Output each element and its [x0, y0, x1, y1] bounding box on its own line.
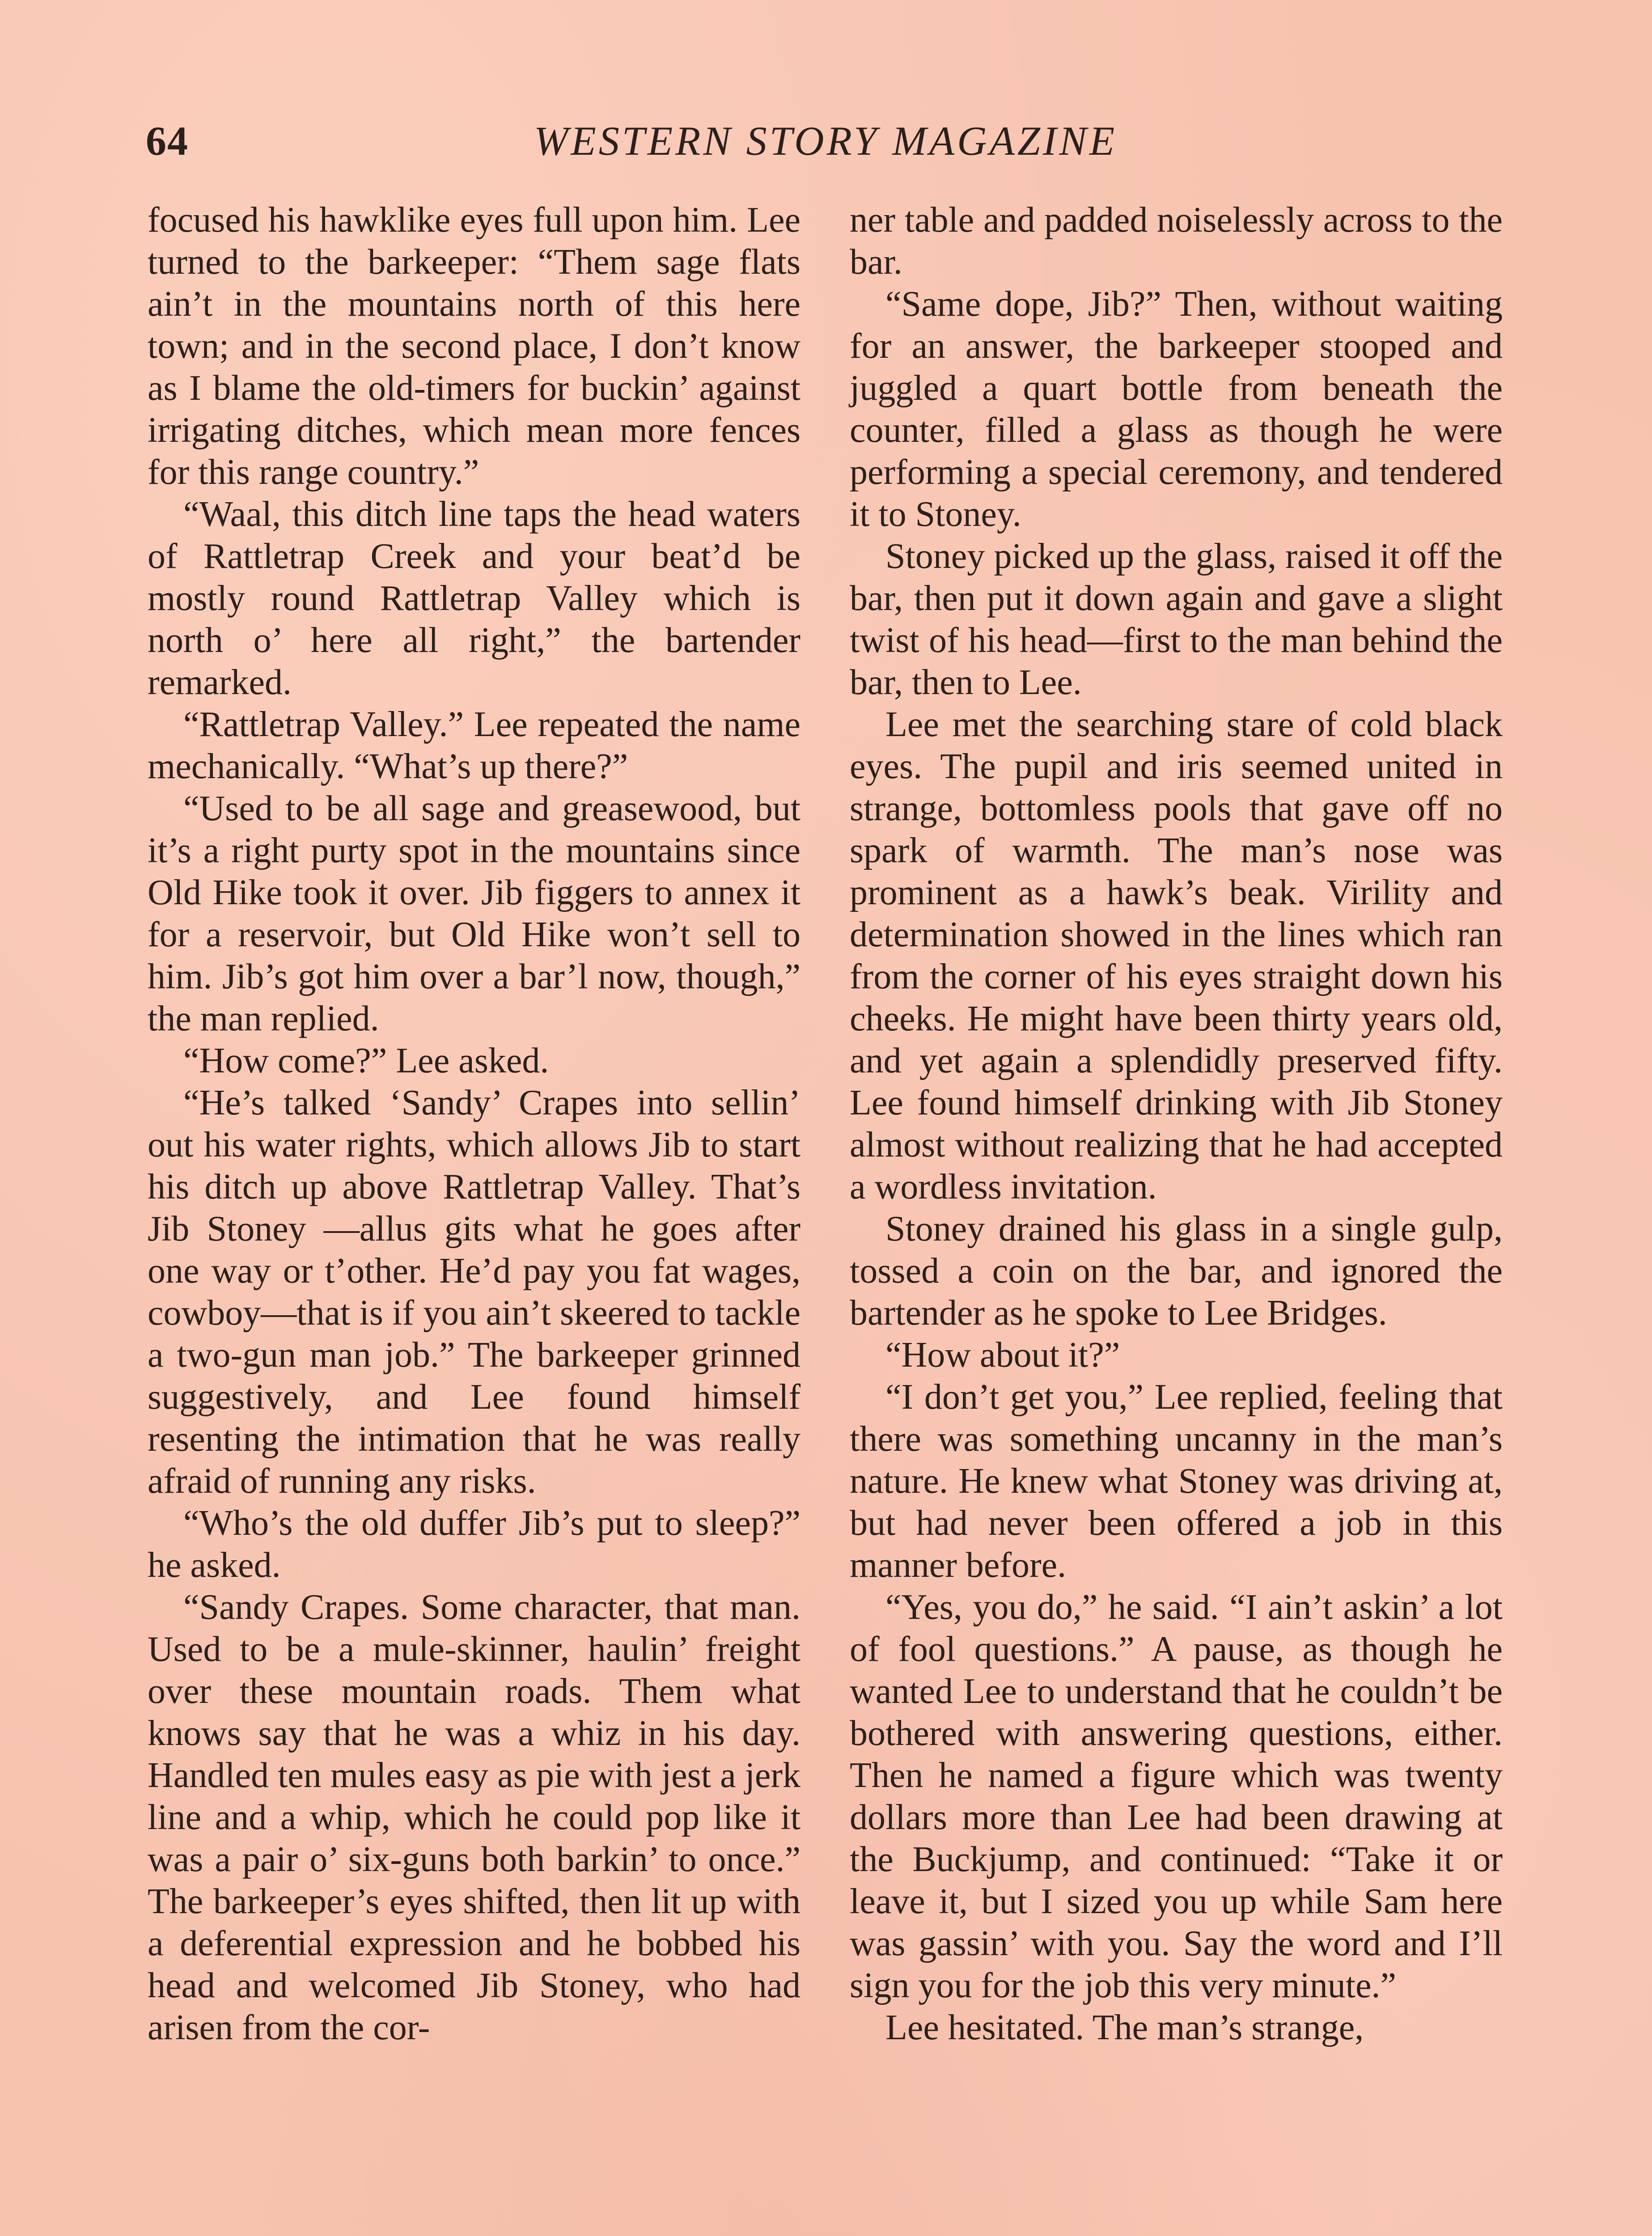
paragraph: Stoney drained his glass in a single gulp, tossed a coin on the bar, and ignored the bartender as he spoke to Lee Bridges. [850, 1209, 1503, 1333]
paragraph: “Who’s the old duffer Jib’s put to sleep?” he asked. [148, 1503, 801, 1585]
paragraph: Lee met the searching stare of cold black eyes. The pupil and iris seemed united in strange, bottomless pools that gave off no spark of warmth. The man’s nose was prominent as a hawk’s beak. Virility and determination showed in the lines which ran from the corner of his eyes straight down his cheeks. He might have been thirty years old, and yet again a splendidly preserved fifty. Lee found himself drinking with Jib Stoney almost without realizing that he had accepted a wordless invitation. [850, 705, 1503, 1207]
paragraph: “Same dope, Jib?” Then, without waiting for an answer, the barkeeper stooped and juggled a quart bottle from beneath the counter, filled a glass as though he were performing a special ceremony, and tendered it to Stoney. [850, 284, 1503, 534]
paragraph: “Rattletrap Valley.” Lee repeated the name mechanically. “What’s up there?” [148, 705, 801, 786]
paragraph: “I don’t get you,” Lee replied, feeling that there was something uncanny in the man’s nature. He knew what Stoney was driving at, but had never been offered a job in this manner before. [850, 1377, 1503, 1585]
running-title: WESTERN STORY MAGAZINE [534, 118, 1118, 164]
paragraph: ner table and padded noiselessly across to the bar. [850, 200, 1503, 282]
paragraph: “How come?” Lee asked. [183, 1041, 549, 1080]
page-header [146, 117, 1505, 171]
paragraph: Lee hesitated. The man’s strange, [885, 2008, 1364, 2047]
left-column [148, 199, 801, 2049]
paragraph: “He’s talked ‘Sandy’ Crapes into sellin’ out his water rights, which allows Jib to start his ditch up above Rattletrap Valley. That’s Jib Stoney —allus gits what he goes after one way or t’other. He’d pay you fat wages, cowboy—that is if you ain’t skeered to tackle a two-gun man job.” The barkeeper grinned suggestively, and Lee found himself resenting the intimation that he was really afraid of running any risks. [148, 1083, 801, 1501]
paragraph: “How about it?” [885, 1335, 1120, 1375]
paragraph: “Sandy Crapes. Some character, that man. Used to be a mule-skinner, haulin’ freight over these mountain roads. Them what knows say that he was a whiz in his day. Handled ten mules easy as pie with jest a jerk line and a whip, which he could pop like it was a pair o’ six-guns both barkin’ to once.” The barkeeper’s eyes shifted, then lit up with a deferential expression and he bobbed his head and welcomed Jib Stoney, who had arisen from the cor- [148, 1588, 801, 2047]
paragraph: “Used to be all sage and greasewood, but it’s a right purty spot in the mountains since Old Hike took it over. Jib figgers to annex it for a reservoir, but Old Hike won’t sell to him. Jib’s got him over a bar’l now, though,” the man replied. [148, 789, 801, 1038]
paragraph: “Yes, you do,” he said. “I ain’t askin’ a lot of fool questions.” A pause, as though he wanted Lee to understand that he couldn’t be bothered with answering questions, either. Then he named a figure which was twenty dollars more than Lee had been drawing at the Buckjump, and continued: “Take it or leave it, but I sized you up while Sam here was gassin’ with you. Say the word and I’ll sign you for the job this very minute.” [850, 1588, 1503, 2005]
paragraph: Stoney picked up the glass, raised it off the bar, then put it down again and gave a slight twist of his head—first to the man behind the bar, then to Lee. [850, 537, 1503, 702]
page-number: 64 [146, 118, 189, 164]
paragraph: “Waal, this ditch line taps the head waters of Rattletrap Creek and your beat’d be mostly round Rattletrap Valley which is north o’ here all right,” the bartender remarked. [148, 495, 801, 702]
right-column [850, 199, 1503, 2049]
paragraph: focused his hawklike eyes full upon him. Lee turned to the barkeeper: “Them sage flats ain’t in the mountains north of this here town; and in the second place, I don’t know as I blame the old-timers for buckin’ against irrigating ditches, which mean more fences for this range country.” [148, 200, 801, 492]
